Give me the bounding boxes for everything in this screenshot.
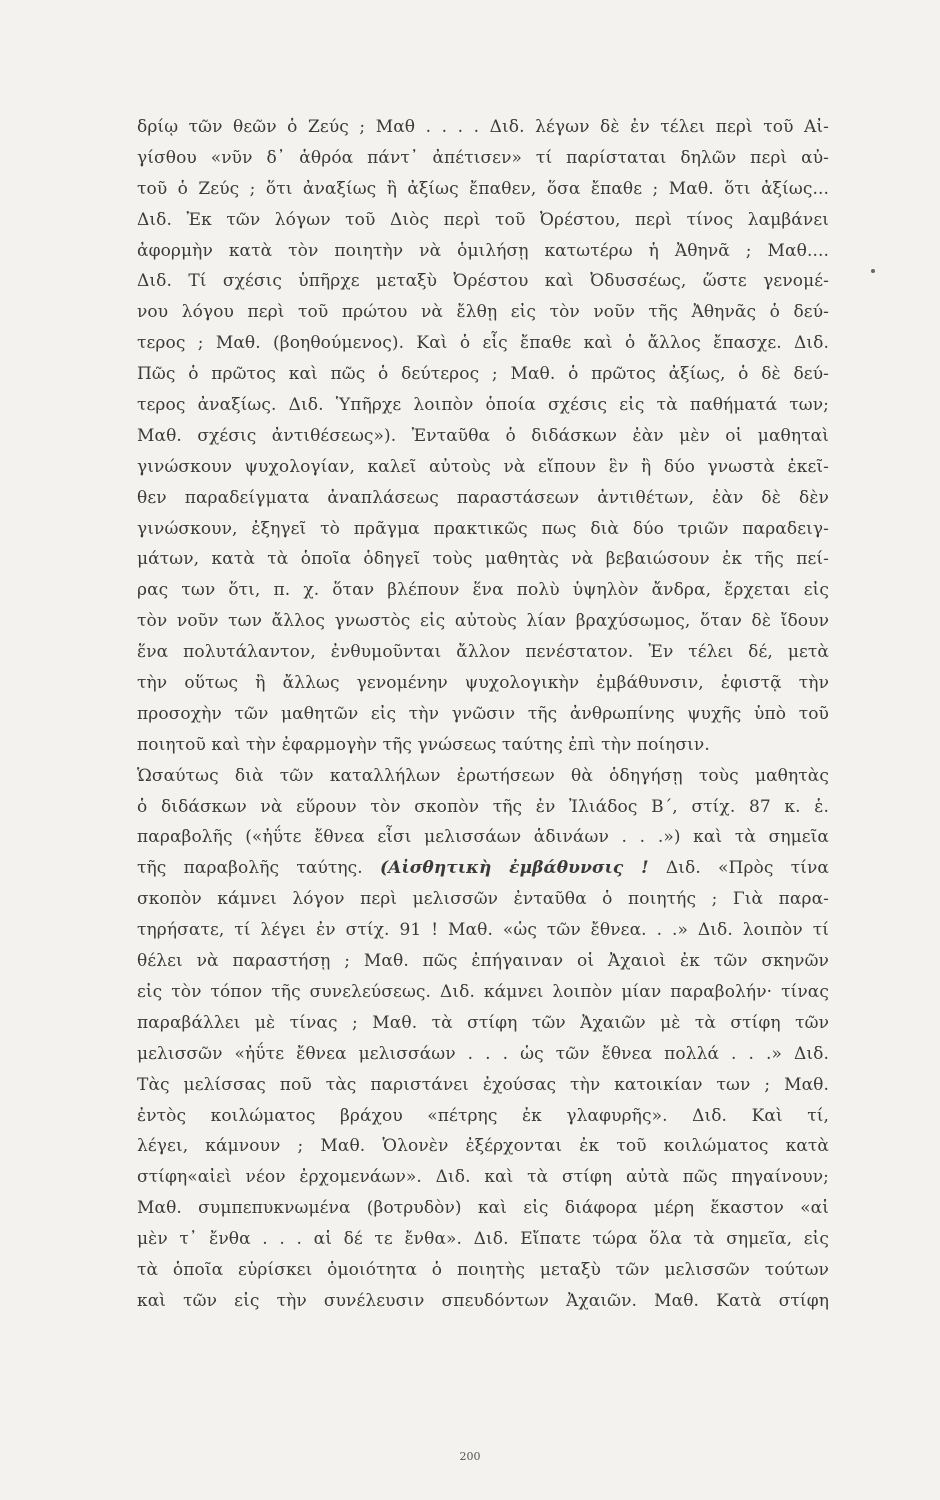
text-line: στίφη«αἰεὶ νέον ἐρχομενάων». Διδ. καὶ τὰ στίφη αὐτὰ πῶς πηγαίνουν;	[137, 1167, 829, 1188]
text-line: Ὡσαύτως διὰ τῶν καταλλήλων ἐρωτήσεων θὰ ὁδηγήσῃ τοὺς μαθητὰς	[137, 765, 829, 786]
text-line: Διδ. Ἐκ τῶν λόγων τοῦ Διὸς περὶ τοῦ Ὀρέστου, περὶ τίνος λαμβάνει	[137, 209, 829, 230]
text-line: μελισσῶν «ἠΰτε ἔθνεα μελισσάων . . . ὡς τῶν ἔθνεα πολλά . . .» Διδ.	[137, 1043, 829, 1064]
text-line: ἐντὸς κοιλώματος βράχου «πέτρης ἐκ γλαφυρῆς». Διδ. Καὶ τί,	[137, 1105, 829, 1126]
text-line: μάτων, κατὰ τὰ ὁποῖα ὁδηγεῖ τοὺς μαθητὰς νὰ βεβαιώσουν ἐκ τῆς πεί-	[137, 549, 829, 570]
text-line: τὸν νοῦν των ἄλλος γνωστὸς εἰς αὐτοὺς λίαν βραχύσωμος, ὅταν δὲ ἴδουν	[137, 611, 829, 632]
text-line: θεν παραδείγματα ἀναπλάσεως παραστάσεων ἀντιθέτων, ἐὰν δὲ δὲν	[137, 487, 829, 508]
text-line: γινώσκουν, ἐξηγεῖ τὸ πρᾶγμα πρακτικῶς πως διὰ δύο τριῶν παραδειγ-	[137, 518, 829, 539]
text-line: προσοχὴν τῶν μαθητῶν εἰς τὴν γνῶσιν τῆς ἀνθρωπίνης ψυχῆς ὑπὸ τοῦ	[137, 703, 829, 724]
text-line: ἀφορμὴν κατὰ τὸν ποιητὴν νὰ ὁμιλήσῃ κατωτέρω ἡ Ἀθηνᾶ ; Μαθ....	[137, 240, 829, 261]
text-line: τὰ ὁποῖα εὑρίσκει ὁμοιότητα ὁ ποιητὴς μεταξὺ τῶν μελισσῶν τούτων	[137, 1259, 829, 1280]
text-line: νου λόγου περὶ τοῦ πρώτου νὰ ἔλθῃ εἰς τὸν νοῦν τῆς Ἀθηνᾶς ὁ δεύ-	[137, 302, 829, 323]
text-line: Τὰς μελίσσας ποῦ τὰς παριστάνει ἐχούσας τὴν κατοικίαν των ; Μαθ.	[137, 1074, 829, 1095]
text-line: ρας των ὅτι, π. χ. ὅταν βλέπουν ἕνα πολὺ ὑψηλὸν ἄνδρα, ἔρχεται εἰς	[137, 580, 829, 601]
emphasis-heading: (Αἰσθητικὴ ἐμβάθυνσις !	[380, 858, 649, 879]
text-line: τερος ἀναξίως. Διδ. Ὑπῆρχε λοιπὸν ὁποία σχέσις εἰς τὰ παθήματά των;	[137, 395, 829, 416]
text-line: παραβολῆς («ἠΰτε ἔθνεα εἶσι μελισσάων ἁδινάων . . .») καὶ τὰ σημεῖα	[137, 827, 829, 848]
text-line: Διδ. Τί σχέσις ὑπῆρχε μεταξὺ Ὀρέστου καὶ Ὀδυσσέως, ὥστε γενομέ-	[137, 271, 829, 292]
text-line: γινώσκουν ψυχολογίαν, καλεῖ αὐτοὺς νὰ εἴπουν ἓν ἢ δύο γνωστὰ ἐκεῖ-	[137, 456, 829, 477]
text-segment: τῆς παραβολῆς ταύτης.	[137, 858, 363, 879]
text-line: τὴν οὕτως ἢ ἄλλως γενομένην ψυχολογικὴν ἐμβάθυνσιν, ἐφιστᾷ τὴν	[137, 673, 829, 694]
text-line: σκοπὸν κάμνει λόγον περὶ μελισσῶν ἐνταῦθα ὁ ποιητής ; Γιὰ παρα-	[137, 889, 829, 910]
text-line: λέγει, κάμνουν ; Μαθ. Ὁλονὲν ἐξέρχονται ἐκ τοῦ κοιλώματος κατὰ	[137, 1136, 829, 1157]
text-segment: Διδ. «Πρὸς τίνα	[665, 858, 829, 879]
text-line: μὲν τ᾽ ἔνθα . . . αἱ δέ τε ἔνθα». Διδ. Εἴπατε τώρα ὅλα τὰ σημεῖα, εἰς	[137, 1229, 829, 1250]
text-line: Μαθ. σχέσις ἀντιθέσεως»). Ἐνταῦθα ὁ διδάσκων ἐὰν μὲν οἱ μαθηταὶ	[137, 425, 829, 446]
text-line: ποιητοῦ καὶ τὴν ἐφαρμογὴν τῆς γνώσεως ταύτης ἐπὶ τὴν ποίησιν.	[137, 734, 710, 755]
text-line: Μαθ. συμπεπυκνωμένα (βοτρυδὸν) καὶ εἰς διάφορα μέρη ἕκαστον «αἱ	[137, 1198, 829, 1219]
ink-speck	[871, 269, 875, 273]
text-line: δρίῳ τῶν θεῶν ὁ Ζεύς ; Μαθ . . . . Διδ. λέγων δὲ ἐν τέλει περὶ τοῦ Αἰ-	[137, 117, 829, 137]
text-line-with-emphasis	[137, 853, 829, 884]
text-line: παραβάλλει μὲ τίνας ; Μαθ. τὰ στίφη τῶν Ἀχαιῶν μὲ τὰ στίφη τῶν	[137, 1012, 829, 1033]
text-line: ὁ διδάσκων νὰ εὕρουν τὸν σκοπὸν τῆς ἐν Ἰλιάδος Β΄, στίχ. 87 κ. ἑ.	[137, 796, 829, 817]
text-line: εἰς τὸν τόπον τῆς συνελεύσεως. Διδ. κάμνει λοιπὸν μίαν παραβολήν· τίνας	[137, 981, 829, 1002]
text-line: Πῶς ὁ πρῶτος καὶ πῶς ὁ δεύτερος ; Μαθ. ὁ πρῶτος ἀξίως, ὁ δὲ δεύ-	[137, 364, 829, 385]
text-line: θέλει νὰ παραστήσῃ ; Μαθ. πῶς ἐπήγαιναν οἱ Ἀχαιοὶ ἐκ τῶν σκηνῶν	[137, 951, 829, 972]
text-line: γίσθου «νῦν δ᾽ ἁθρόα πάντ᾽ ἀπέτισεν» τί παρίσταται δηλῶν περὶ αὐ-	[137, 147, 829, 168]
text-line: τοῦ ὁ Ζεύς ; ὅτι ἀναξίως ἢ ἀξίως ἔπαθεν, ὅσα ἔπαθε ; Μαθ. ὅτι ἀξίως...	[137, 178, 829, 199]
page-number: 200	[459, 1450, 481, 1463]
text-line: ἕνα πολυτάλαντον, ἐνθυμοῦνται ἄλλον πενέστατον. Ἐν τέλει δέ, μετὰ	[137, 642, 829, 663]
text-line: τερος ; Μαθ. (βοηθούμενος). Καὶ ὁ εἷς ἔπαθε καὶ ὁ ἄλλος ἔπασχε. Διδ.	[137, 333, 829, 354]
body-text	[137, 112, 829, 1317]
text-line: καὶ τῶν εἰς τὴν συνέλευσιν σπευδόντων Ἀχαιῶν. Μαθ. Κατὰ στίφη	[137, 1290, 829, 1311]
text-line: τηρήσατε, τί λέγει ἐν στίχ. 91 ! Μαθ. «ὡς τῶν ἔθνεα. . .» Διδ. λοιπὸν τί	[137, 920, 829, 941]
